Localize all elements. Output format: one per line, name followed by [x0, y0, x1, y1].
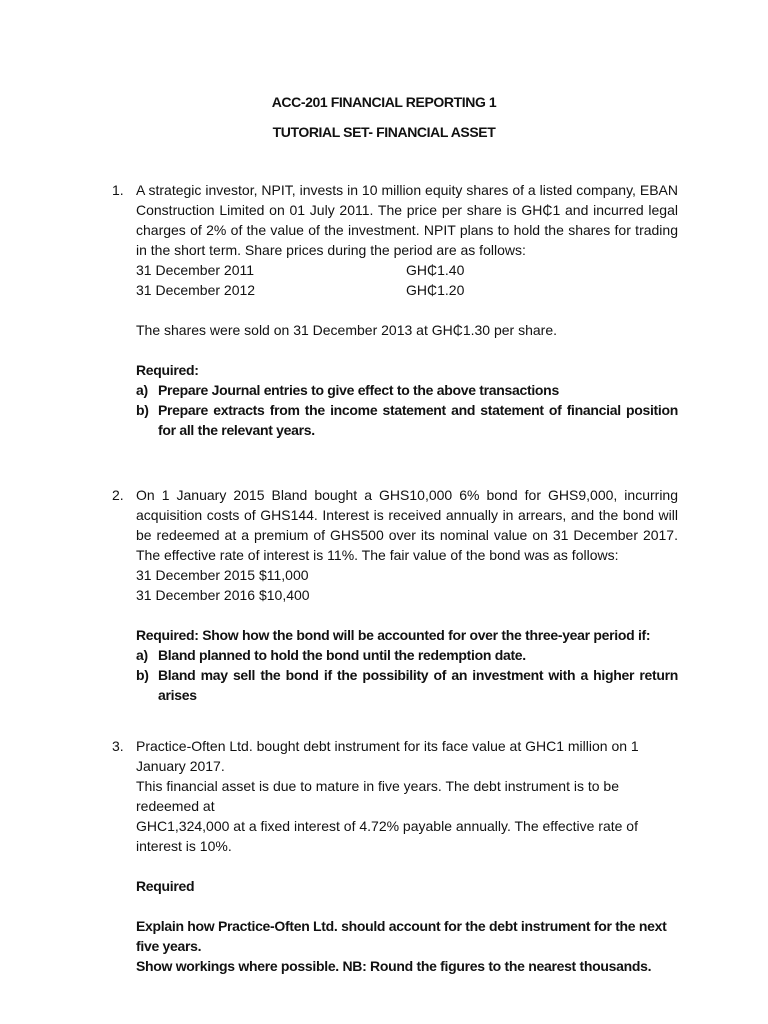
question-2	[114, 485, 678, 705]
part-text: Bland planned to hold the bond until the redemption date.	[158, 647, 526, 663]
part-text: Bland may sell the bond if the possibility of an investment with a higher return arises	[158, 667, 678, 703]
sale-statement: The shares were sold on 31 December 2013 at GH₵1.30 per share.	[136, 322, 558, 338]
price-date: 31 December 2012	[136, 282, 256, 298]
part-text: Prepare extracts from the income statement and statement of financial position for all the relevant years.	[158, 402, 678, 438]
question-number: 2.	[112, 487, 124, 503]
required-part	[136, 400, 678, 440]
question-line: GHC1,324,000 at a fixed interest of 4.72% payable annually. The effective rate of interest is 10%.	[136, 818, 638, 854]
question-1	[114, 180, 678, 440]
explain-line: Explain how Practice-Often Ltd. should account for the debt instrument for the next five years.	[136, 918, 667, 954]
part-letter: b)	[136, 402, 149, 418]
price-row	[136, 260, 678, 280]
fair-value-line: 31 December 2016 $10,400	[136, 587, 310, 603]
fair-value-line: 31 December 2015 $11,000	[136, 567, 309, 583]
tutorial-title: TUTORIAL SET- FINANCIAL ASSET	[272, 124, 496, 140]
question-line: Practice-Often Ltd. bought debt instrument for its face value at GHC1 million on 1 January 2017.	[136, 738, 639, 774]
part-letter: a)	[136, 647, 148, 663]
explain-line: Show workings where possible. NB: Round the figures to the nearest thousands.	[136, 958, 652, 974]
part-letter: a)	[136, 382, 148, 398]
price-value: GH₵1.40	[406, 262, 465, 278]
required-part	[136, 665, 678, 705]
course-title: ACC-201 FINANCIAL REPORTING 1	[271, 94, 497, 110]
required-part	[136, 380, 678, 400]
required-part	[136, 645, 678, 665]
question-3	[114, 736, 678, 976]
question-number: 3.	[112, 738, 124, 754]
required-heading: Required:	[136, 362, 199, 378]
price-value: GH₵1.20	[406, 282, 465, 298]
required-heading: Required: Show how the bond will be accounted for over the three-year period if:	[136, 627, 651, 643]
question-line: This financial asset is due to mature in five years. The debt instrument is to be redeemed at	[136, 778, 619, 814]
part-text: Prepare Journal entries to give effect to the above transactions	[158, 382, 559, 398]
price-date: 31 December 2011	[136, 262, 255, 278]
part-letter: b)	[136, 667, 149, 683]
question-paragraph: On 1 January 2015 Bland bought a GHS10,000 6% bond for GHS9,000, incurring acquisition costs of GHS144. Interest is received annually in arrears, and the bond will be redeemed at a premium of GHS500 over its nominal value on 31 December 2017. The effective rate of interest is 11%. The fair value of the bond was as follows:	[136, 487, 678, 563]
price-row	[136, 280, 678, 300]
question-paragraph: A strategic investor, NPIT, invests in 10 million equity shares of a listed company, EBAN Construction Limited on 01 July 2011. The price per share is GH₵1 and incurred legal charges of 2% of the value of the investment. NPIT plans to hold the shares for trading in the short term. Share prices during the period are as follows:	[136, 182, 678, 258]
question-number: 1.	[112, 182, 124, 198]
required-heading: Required	[136, 878, 195, 894]
